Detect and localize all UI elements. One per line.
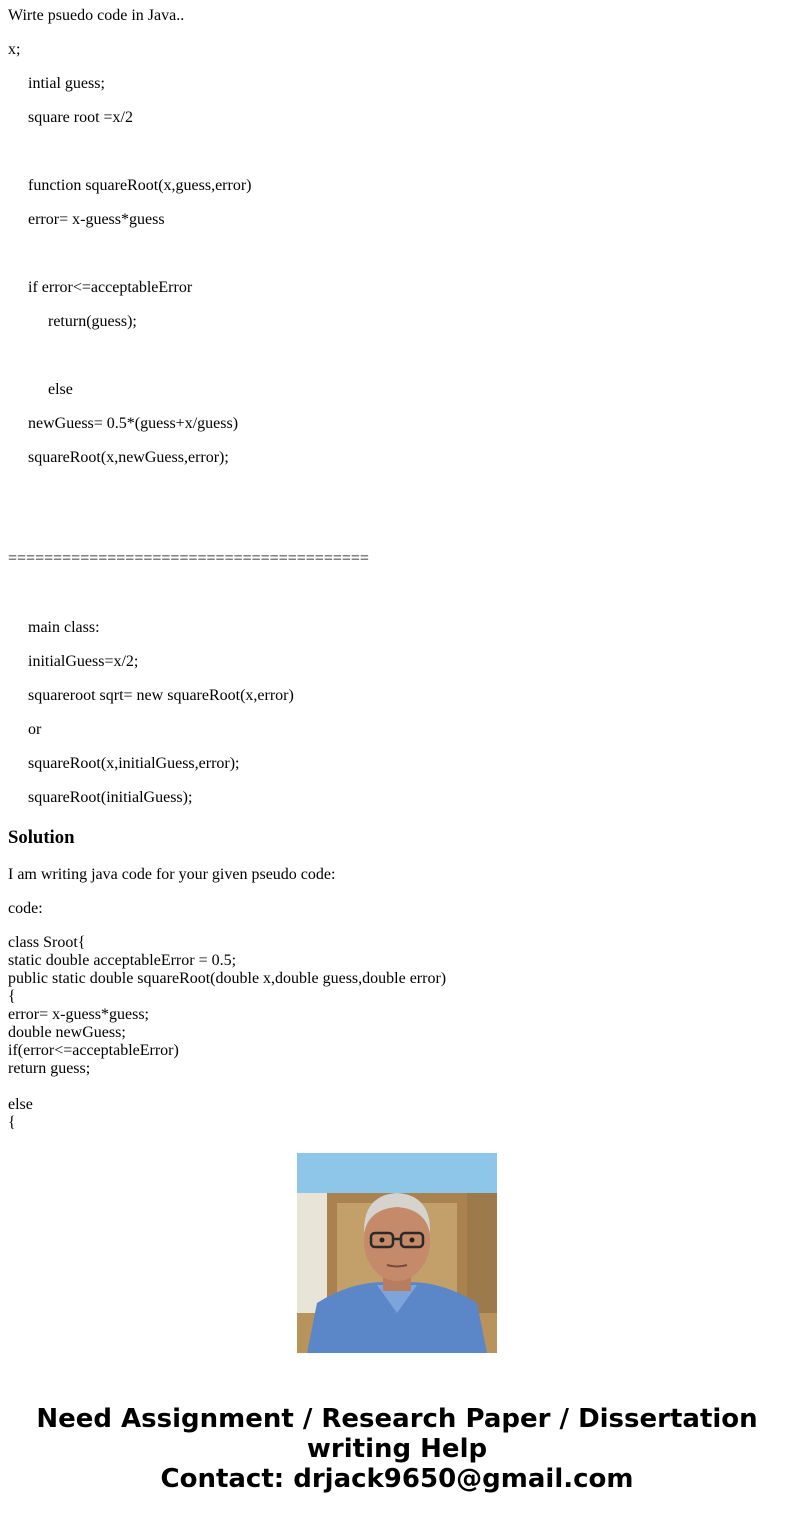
pseudo-line: intial guess; (28, 75, 105, 92)
pseudo-line: squareRoot(x,newGuess,error); (28, 449, 229, 466)
code-line: double newGuess; (8, 1024, 126, 1041)
separator-line: ======================================== (8, 550, 369, 567)
code-line: public static double squareRoot(double x,double guess,double error) (8, 970, 447, 987)
promo-contact: Contact: drjack9650@gmail.com (160, 1464, 634, 1494)
code-block (8, 934, 768, 1131)
pseudo-line: initialGuess=x/2; (28, 653, 139, 670)
pseudo-line: square root =x/2 (28, 109, 133, 126)
question-title: Wirte psuedo code in Java.. (8, 7, 185, 24)
author-avatar (297, 1153, 497, 1353)
code-line: class Sroot{ (8, 934, 86, 951)
solution-intro: I am writing java code for your given pseudo code: (8, 866, 336, 883)
code-line: return guess; (8, 1060, 91, 1077)
code-line: { (8, 988, 16, 1005)
code-label: code: (8, 900, 43, 917)
pseudo-line: else (48, 381, 73, 398)
promo-line-2: writing Help (306, 1434, 488, 1464)
pseudo-line: squareroot sqrt= new squareRoot(x,error) (28, 687, 294, 704)
code-line: static double acceptableError = 0.5; (8, 952, 237, 969)
author-portrait-icon (297, 1153, 497, 1353)
pseudo-line: return(guess); (48, 313, 137, 330)
code-line: if(error<=acceptableError) (8, 1042, 179, 1059)
pseudo-line: x; (8, 41, 21, 58)
pseudo-line: function squareRoot(x,guess,error) (28, 177, 252, 194)
pseudo-line: error= x-guess*guess (28, 211, 165, 228)
promo-line-1: Need Assignment / Research Paper / Dissertation (36, 1404, 758, 1434)
pseudo-line: squareRoot(x,initialGuess,error); (28, 755, 240, 772)
pseudo-line: main class: (28, 619, 100, 636)
code-line: { (8, 1114, 16, 1131)
pseudo-line: if error<=acceptableError (28, 279, 193, 296)
pseudo-line: or (28, 721, 42, 738)
code-line (8, 1078, 768, 1096)
pseudo-line: squareRoot(initialGuess); (28, 789, 193, 806)
code-line: else (8, 1096, 33, 1113)
solution-heading: Solution (8, 827, 75, 848)
code-line: error= x-guess*guess; (8, 1006, 149, 1023)
pseudo-line: newGuess= 0.5*(guess+x/guess) (28, 415, 239, 432)
